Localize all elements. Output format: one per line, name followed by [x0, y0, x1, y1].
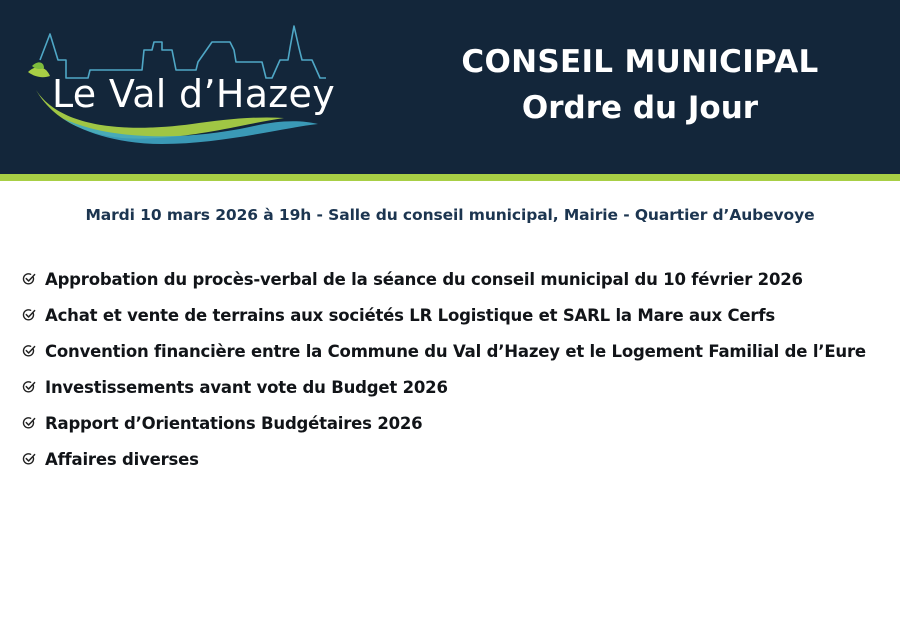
- check-circle-icon: [22, 344, 36, 358]
- header-banner: [0, 0, 900, 174]
- check-circle-icon: [22, 416, 36, 430]
- agenda-list: [22, 261, 866, 477]
- check-circle-icon: [22, 308, 36, 322]
- agenda-item: [22, 261, 866, 297]
- logo-text: Le Val d’Hazey: [52, 72, 336, 116]
- agenda-item-text: Achat et vente de terrains aux sociétés LR Logistique et SARL la Mare aux Cerfs: [45, 305, 775, 325]
- check-circle-icon: [22, 380, 36, 394]
- page-title: CONSEIL MUNICIPAL: [461, 44, 819, 80]
- agenda-item-text: Investissements avant vote du Budget 2026: [45, 377, 448, 397]
- agenda-item: [22, 441, 866, 477]
- check-circle-icon: [22, 452, 36, 466]
- page-subtitle: Ordre du Jour: [521, 90, 759, 126]
- meeting-details: Mardi 10 mars 2026 à 19h - Salle du conseil municipal, Mairie - Quartier d’Aubevoye: [85, 206, 815, 224]
- agenda-item: [22, 297, 866, 333]
- logo-skyline: [40, 26, 326, 78]
- agenda-item-text: Approbation du procès-verbal de la séance du conseil municipal du 10 février 2026: [45, 269, 803, 289]
- header-accent-stripe: [0, 174, 900, 181]
- agenda-item-text: Convention financière entre la Commune du Val d’Hazey et le Logement Familial de l’Eure: [45, 341, 866, 361]
- agenda-item: [22, 333, 866, 369]
- agenda-item-text: Affaires diverses: [45, 449, 199, 469]
- agenda-item-text: Rapport d’Orientations Budgétaires 2026: [45, 413, 423, 433]
- check-circle-icon: [22, 272, 36, 286]
- title-block: [430, 40, 850, 132]
- agenda-item: [22, 405, 866, 441]
- agenda-item: [22, 369, 866, 405]
- municipality-logo: [22, 20, 342, 155]
